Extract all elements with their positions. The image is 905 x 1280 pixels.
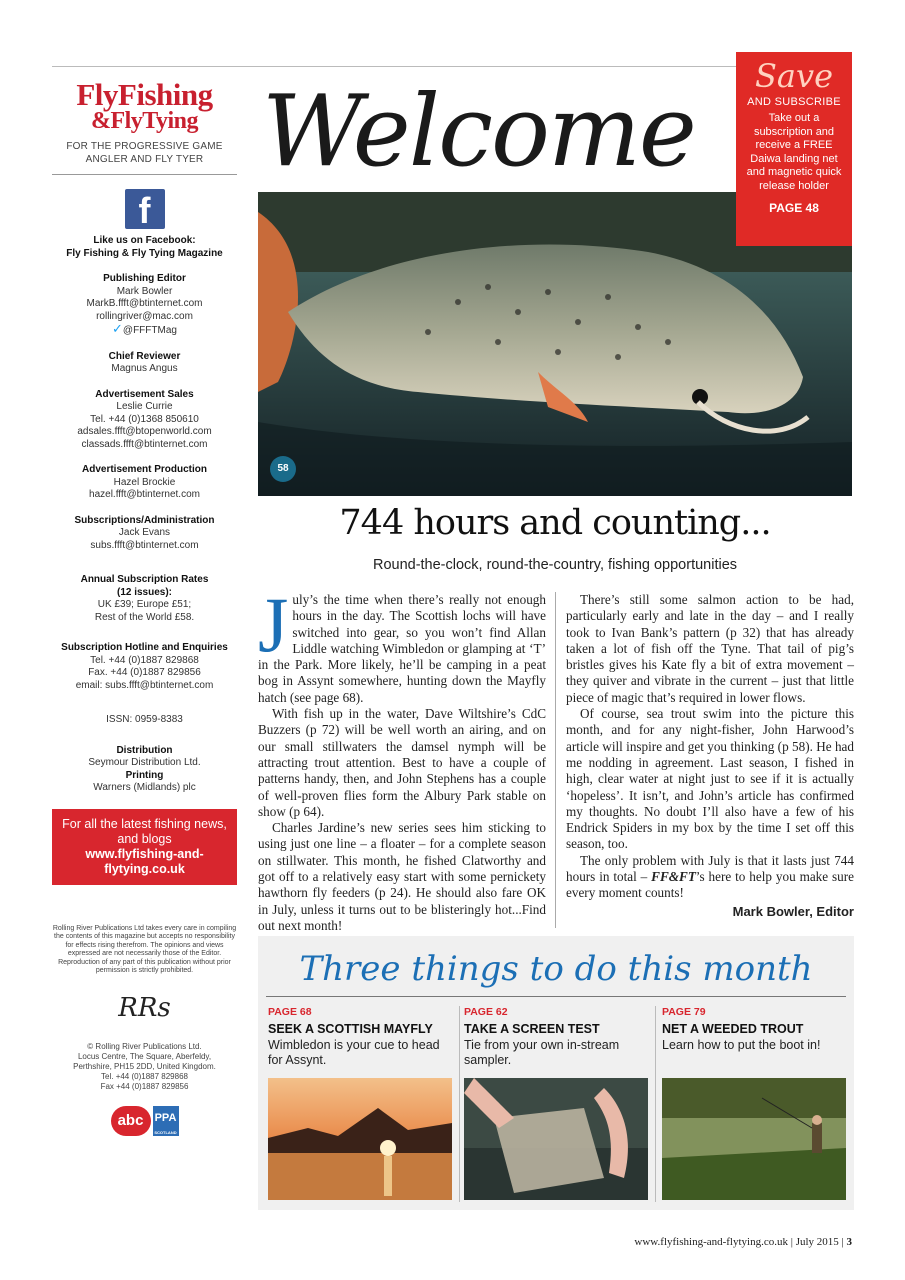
feature-page-ref[interactable]: PAGE 68 xyxy=(268,1006,312,1018)
subscribe-label: AND SUBSCRIBE xyxy=(747,96,841,108)
subscription-hotline xyxy=(52,642,237,692)
article-column-1 xyxy=(258,581,546,934)
section-subtitle: (12 issues): xyxy=(116,586,173,598)
offer-text: Take out a subscription and receive a FREE Daiwa landing net and magnetic quick release holder xyxy=(746,112,842,192)
email-link[interactable]: rollingriver@mac.com xyxy=(96,310,193,322)
phone: Tel. +44 (0)1887 829868 xyxy=(90,654,199,666)
item-divider xyxy=(459,1006,460,1202)
tagline-line1: FOR THE PROGRESSIVE GAME xyxy=(66,141,223,152)
email-link[interactable]: MarkB.ffft@btinternet.com xyxy=(86,298,203,309)
river-angler-image xyxy=(662,1078,846,1200)
rate-line: UK £39; Europe £51; xyxy=(97,599,192,610)
publisher-logo: RRs xyxy=(118,992,171,1023)
phone: Tel. +44 (0)1368 850610 xyxy=(90,413,199,425)
save-label: Save xyxy=(754,57,833,95)
brand-logo-line2: &FlyTying xyxy=(90,108,199,134)
issn: ISSN: 0959-8383 xyxy=(106,714,183,725)
section-title: Subscription Hotline and Enquiries xyxy=(61,642,228,653)
paragraph-text: ’s here to help you make sure every moment counts! xyxy=(566,869,854,901)
sunset-loch-image xyxy=(268,1078,452,1200)
ppa-sub-label: SCOTLAND xyxy=(154,1129,177,1135)
subscription-rates xyxy=(52,574,237,624)
subscribe-offer-box[interactable] xyxy=(736,52,852,246)
publishing-editor xyxy=(52,273,237,338)
address-line: Locus Centre, The Square, Aberfeldy, xyxy=(77,1051,212,1061)
sidebar-rule xyxy=(52,174,237,175)
paragraph-text: The only problem with July is that it lasts just 744 hours in total – xyxy=(566,852,854,885)
feature-text: Learn how to put the boot in! xyxy=(662,1038,821,1052)
article-standfirst: Round-the-clock, round-the-country, fishing opportunities xyxy=(372,557,738,573)
feature-page-ref[interactable]: PAGE 62 xyxy=(464,1006,508,1018)
stream-sampler-image xyxy=(464,1078,648,1200)
item-divider xyxy=(655,1006,656,1202)
facebook-section xyxy=(52,235,237,260)
paragraph xyxy=(258,581,546,706)
page-footer: www.flyfishing-and-flytying.co.uk | July 2015 | 3 xyxy=(634,1236,852,1248)
ppa-label: PPA xyxy=(154,1111,177,1124)
publisher-address xyxy=(52,1042,237,1092)
three-things-title: Three things to do this month xyxy=(299,949,813,989)
chief-reviewer xyxy=(52,351,237,376)
section-title: Chief Reviewer xyxy=(108,350,181,362)
distribution xyxy=(52,745,237,770)
fax: Fax. +44 (0)1887 829856 xyxy=(88,667,201,678)
email-link[interactable]: email: subs.ffft@btinternet.com xyxy=(75,679,214,691)
feature-item-mayfly[interactable] xyxy=(268,1006,454,1068)
tagline-line2: ANGLER AND FLY TYER xyxy=(85,154,204,165)
abc-logo: abc xyxy=(111,1106,151,1136)
address-line: Perthshire, PH15 2DD, United Kingdom. xyxy=(73,1061,216,1071)
feature-title: SEEK A SCOTTISH MAYFLY xyxy=(268,1022,433,1036)
editor-signature: Mark Bowler, Editor xyxy=(732,903,854,919)
person-name: Jack Evans xyxy=(118,527,171,538)
hero-page-badge[interactable]: 58 xyxy=(270,456,296,482)
section-title: Publishing Editor xyxy=(103,273,186,284)
article-headline: 744 hours and counting... xyxy=(339,503,771,543)
company-name: Warners (Midlands) plc xyxy=(93,782,196,793)
offer-page-ref[interactable]: PAGE 48 xyxy=(769,201,819,215)
person-name: Magnus Angus xyxy=(111,363,178,374)
drop-cap: J xyxy=(258,581,289,668)
person-name: Mark Bowler xyxy=(116,285,173,297)
twitter-handle[interactable] xyxy=(52,323,237,338)
footer-url[interactable]: www.flyfishing-and-flytying.co.uk xyxy=(634,1236,788,1248)
advertisement-sales xyxy=(52,389,237,452)
paragraph: Of course, sea trout swim into the picture this month, and for any night-fisher, John Harwood’s article will inspire and get you thinking (p 58). He had me nodding in agreement. Last season, I fished in high, clear water at night just to see if it is actually ‘hopeless’. It isn’t, and John’s article has confirmed my thoughts. No doubt I’ll also have a few of his Endrick Spiders in my box by the time I set off this season, too. xyxy=(566,706,854,852)
section-title: Advertisement Sales xyxy=(95,388,194,400)
paragraph: Charles Jardine’s new series sees him sticking to using just one line – a floater – for a complete season on stillwater. This month, he fished Clatworthy and got off to a relatively easy start with some pernickety hawthorn fly feeders (p 24). He should also fare OK in July, unless it turns out to be blisteringly hot...Find out next month! xyxy=(258,820,546,933)
section-title: Distribution xyxy=(116,744,173,756)
advertisement-production xyxy=(52,464,237,502)
panel-rule xyxy=(266,996,846,997)
feature-item-screen-test[interactable] xyxy=(464,1006,650,1068)
feature-text: Tie from your own in-stream sampler. xyxy=(464,1038,620,1067)
paragraph-text: uly’s the time when there’s really not enough hours in the day. The Scottish lochs will have switched into gear, so you won’t find Allan Liddle watching Wimbledon or glamping at ‘T’ in the Park. More likely, he’ll be camping in a peat bog in Assynt somewhere, hunting down the Mayfly hatch (see page 68). xyxy=(258,592,546,705)
feature-title: TAKE A SCREEN TEST xyxy=(464,1022,600,1036)
three-things-panel xyxy=(258,936,854,1210)
tagline xyxy=(52,140,237,166)
ppa-logo xyxy=(153,1106,179,1136)
section-title: Subscriptions/Administration xyxy=(74,514,215,526)
twitter-label: @FFFTMag xyxy=(122,325,177,336)
twitter-icon: ✓ xyxy=(112,321,123,336)
rate-line: Rest of the World £58. xyxy=(94,611,195,623)
email-link[interactable]: classads.ffft@btinternet.com xyxy=(81,438,208,450)
article-column-2 xyxy=(566,592,854,920)
page-title: Welcome xyxy=(262,75,695,189)
brand-logo-line1: FlyFishing xyxy=(76,77,213,112)
feature-page-ref[interactable]: PAGE 79 xyxy=(662,1006,706,1018)
facebook-label: Like us on Facebook: xyxy=(93,235,196,246)
membership-logos xyxy=(52,1106,237,1136)
feature-text: Wimbledon is your cue to head for Assynt. xyxy=(268,1038,440,1067)
email-link[interactable]: adsales.ffft@btopenworld.com xyxy=(77,426,212,437)
feature-item-weeded-trout[interactable] xyxy=(662,1006,848,1053)
section-title: Printing xyxy=(125,769,164,781)
subscriptions-admin xyxy=(52,515,237,553)
email-link[interactable]: hazel.ffft@btinternet.com xyxy=(89,489,200,500)
paragraph: With fish up in the water, Dave Wiltshire’s CdC Buzzers (p 72) will be well worth an airing, and on our small stillwaters the damsel nymph will be attracting trout attention. Best to have a couple of patterns handy, then, and John Stephens has a couple of well-proven flies form the Albury Park stable on show (p 64). xyxy=(258,706,546,819)
facebook-page-name[interactable]: Fly Fishing & Fly Tying Magazine xyxy=(66,247,223,259)
feature-title: NET A WEEDED TROUT xyxy=(662,1022,804,1036)
company-name: Seymour Distribution Ltd. xyxy=(88,757,201,768)
address-line: Tel. +44 (0)1887 829868 xyxy=(101,1071,188,1081)
paragraph: There’s still some salmon action to be had, particularly early and late in the day – and I really took to Ivan Bank’s pattern (p 32) that has already taken a lot of fish off the Tyne. That tail of pig’s bristles gives his Kate fly a bit of extra movement – they quiver and vibrate in the current – just that little piece of magic that’s required in lower flows. xyxy=(566,592,854,705)
footer-issue: July 2015 xyxy=(795,1236,839,1248)
website-promo-box[interactable] xyxy=(52,809,237,885)
masthead-sidebar xyxy=(52,66,237,1136)
person-name: Leslie Currie xyxy=(116,401,173,412)
page-number: 3 xyxy=(846,1236,852,1248)
facebook-icon[interactable]: f xyxy=(125,189,165,229)
section-title: Advertisement Production xyxy=(81,464,208,475)
email-link[interactable]: subs.ffft@btinternet.com xyxy=(90,539,199,551)
person-name: Hazel Brockie xyxy=(113,476,176,488)
paragraph xyxy=(566,853,854,902)
section-title: Annual Subscription Rates xyxy=(80,574,209,585)
legal-disclaimer: Rolling River Publications Ltd takes every care in compiling the contents of this magazine but accepts no responsibility for effects rising therefrom. The opinions and views expressed are not necessarily those of the Editor. Reproduction of any part of this publication without prior permission is strictly prohibited. xyxy=(52,924,237,974)
website-link[interactable]: www.flyfishing-and-flytying.co.uk xyxy=(85,846,204,876)
address-line: © Rolling River Publications Ltd. xyxy=(87,1041,202,1051)
printing xyxy=(52,770,237,795)
promo-text: For all the latest fishing news, and blogs xyxy=(62,816,227,846)
magazine-abbrev: FF&FT xyxy=(651,869,696,885)
column-divider xyxy=(555,592,556,928)
address-line: Fax +44 (0)1887 829856 xyxy=(100,1081,189,1091)
